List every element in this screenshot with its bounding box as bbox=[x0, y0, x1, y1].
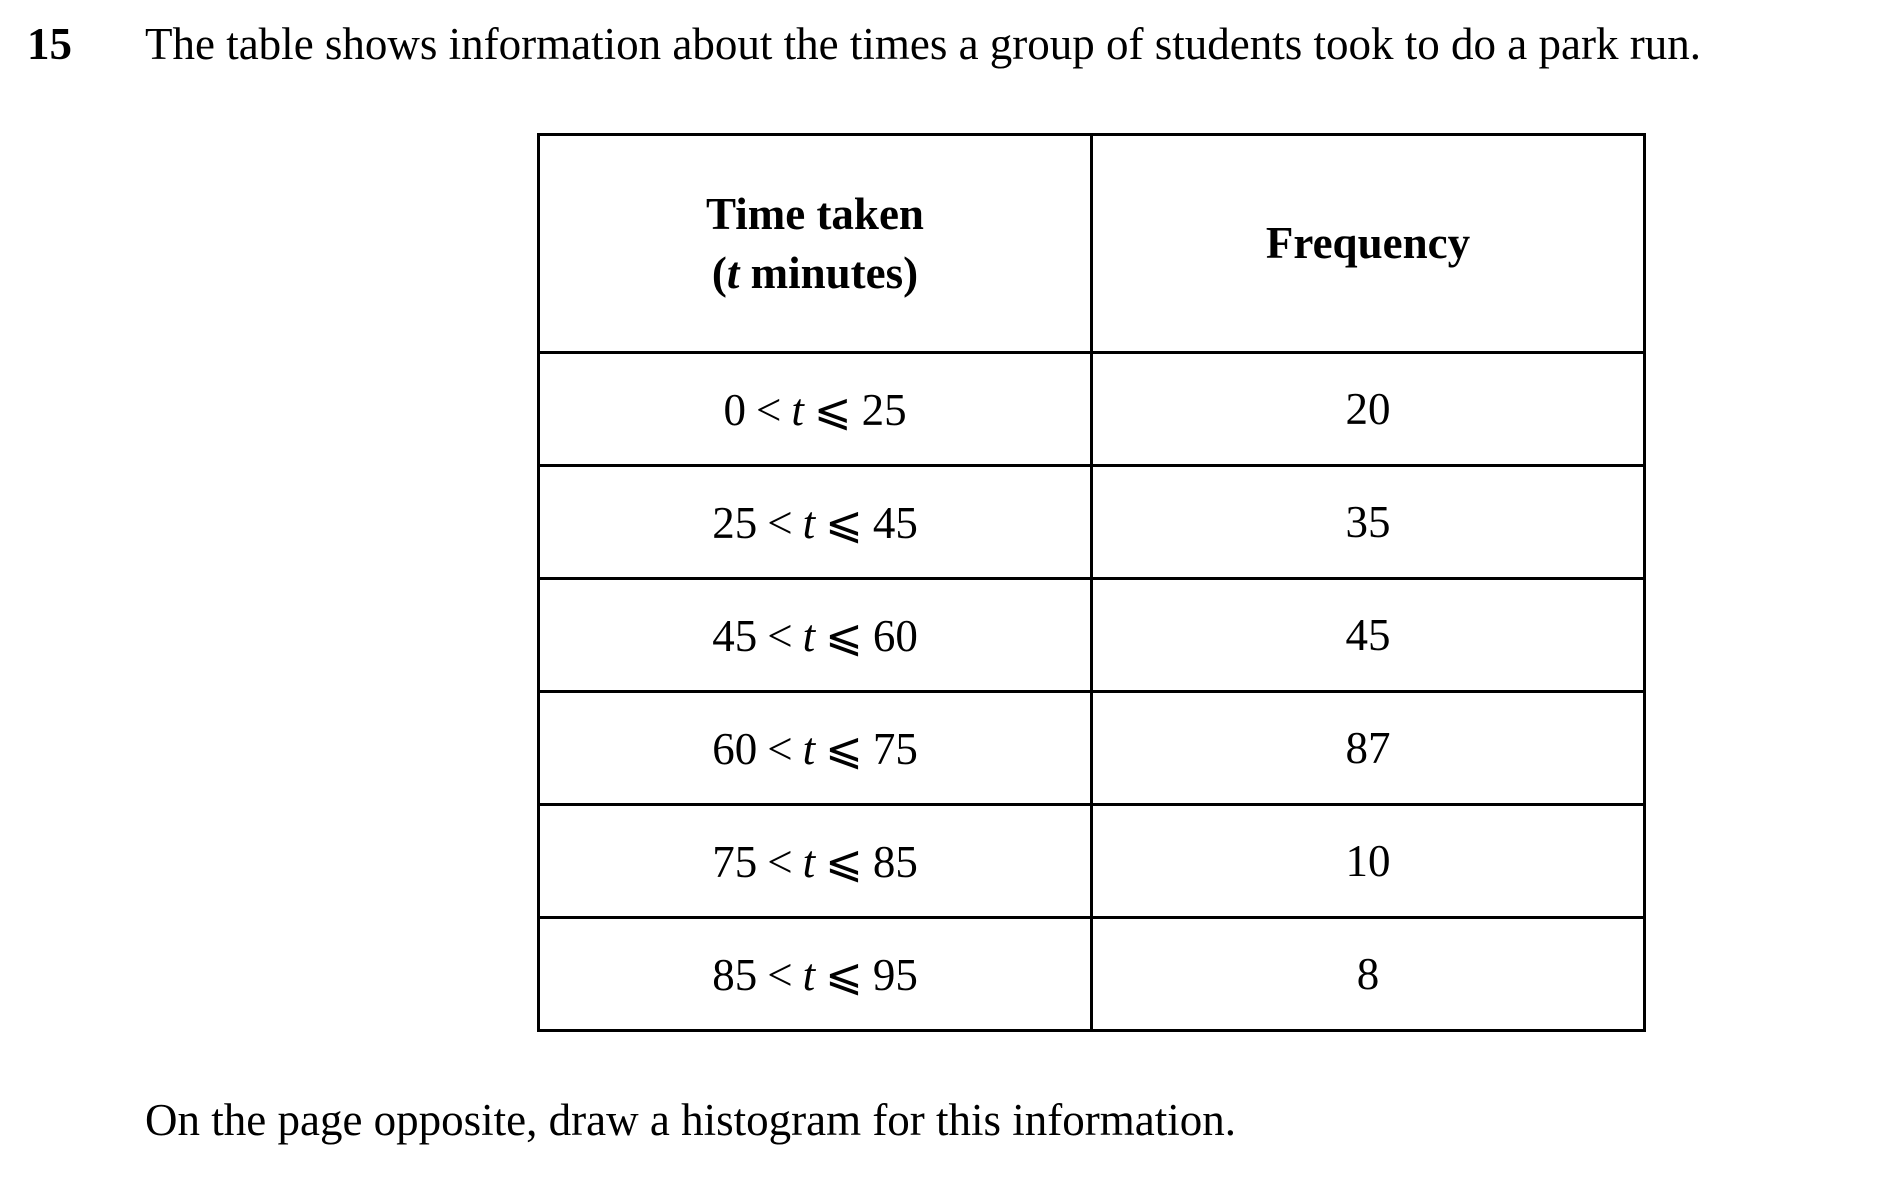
less-than-symbol: < bbox=[767, 836, 793, 887]
interval-variable: t bbox=[802, 949, 816, 1000]
interval-cell bbox=[539, 918, 1092, 1031]
interval-upper: 45 bbox=[872, 497, 918, 548]
header-frequency: Frequency bbox=[1092, 135, 1645, 353]
less-than-symbol: < bbox=[755, 384, 782, 435]
interval-upper: 95 bbox=[872, 949, 918, 1000]
interval-lower: 25 bbox=[712, 497, 758, 548]
question-text: The table shows information about the times a group of students took to do a park run. bbox=[145, 19, 1701, 69]
interval-lower: 0 bbox=[723, 384, 746, 435]
header-minutes: minutes) bbox=[739, 247, 919, 298]
interval-variable: t bbox=[802, 497, 816, 548]
interval-lower: 85 bbox=[712, 949, 758, 1000]
less-than-symbol: < bbox=[767, 610, 793, 661]
header-open-paren: ( bbox=[711, 247, 727, 298]
interval-cell bbox=[539, 805, 1092, 918]
frequency-cell: 87 bbox=[1092, 692, 1645, 805]
table-row bbox=[539, 579, 1645, 692]
table-row bbox=[539, 353, 1645, 466]
header-time-taken bbox=[539, 135, 1092, 353]
interval-variable: t bbox=[802, 610, 816, 661]
less-than-symbol: < bbox=[767, 949, 793, 1000]
interval-cell bbox=[539, 579, 1092, 692]
interval-variable: t bbox=[802, 836, 816, 887]
less-equal-symbol: ⩽ bbox=[825, 497, 863, 548]
table-header-row bbox=[539, 135, 1645, 353]
less-equal-symbol: ⩽ bbox=[825, 723, 863, 774]
less-equal-symbol: ⩽ bbox=[825, 610, 863, 661]
interval-variable: t bbox=[802, 723, 816, 774]
table-row bbox=[539, 918, 1645, 1031]
header-variable: t bbox=[726, 247, 740, 298]
table-row bbox=[539, 692, 1645, 805]
frequency-cell: 35 bbox=[1092, 466, 1645, 579]
interval-cell bbox=[539, 466, 1092, 579]
interval-lower: 75 bbox=[712, 836, 758, 887]
interval-upper: 25 bbox=[861, 384, 907, 435]
header-time-taken-line1: Time taken bbox=[706, 189, 924, 239]
interval-cell bbox=[539, 353, 1092, 466]
table-row bbox=[539, 805, 1645, 918]
frequency-cell: 8 bbox=[1092, 918, 1645, 1031]
less-equal-symbol: ⩽ bbox=[813, 384, 852, 435]
less-equal-symbol: ⩽ bbox=[825, 949, 863, 1000]
interval-lower: 60 bbox=[712, 723, 758, 774]
interval-upper: 85 bbox=[872, 836, 918, 887]
interval-upper: 60 bbox=[872, 610, 918, 661]
interval-cell bbox=[539, 692, 1092, 805]
frequency-cell: 10 bbox=[1092, 805, 1645, 918]
question-number: 15 bbox=[27, 19, 72, 69]
frequency-cell: 45 bbox=[1092, 579, 1645, 692]
less-than-symbol: < bbox=[767, 497, 793, 548]
frequency-table bbox=[537, 133, 1646, 1032]
instruction-text: On the page opposite, draw a histogram for this information. bbox=[145, 1095, 1237, 1145]
interval-upper: 75 bbox=[872, 723, 918, 774]
interval-lower: 45 bbox=[712, 610, 758, 661]
interval-variable: t bbox=[791, 384, 804, 435]
frequency-cell: 20 bbox=[1092, 353, 1645, 466]
less-than-symbol: < bbox=[767, 723, 793, 774]
table-row bbox=[539, 466, 1645, 579]
less-equal-symbol: ⩽ bbox=[825, 836, 863, 887]
